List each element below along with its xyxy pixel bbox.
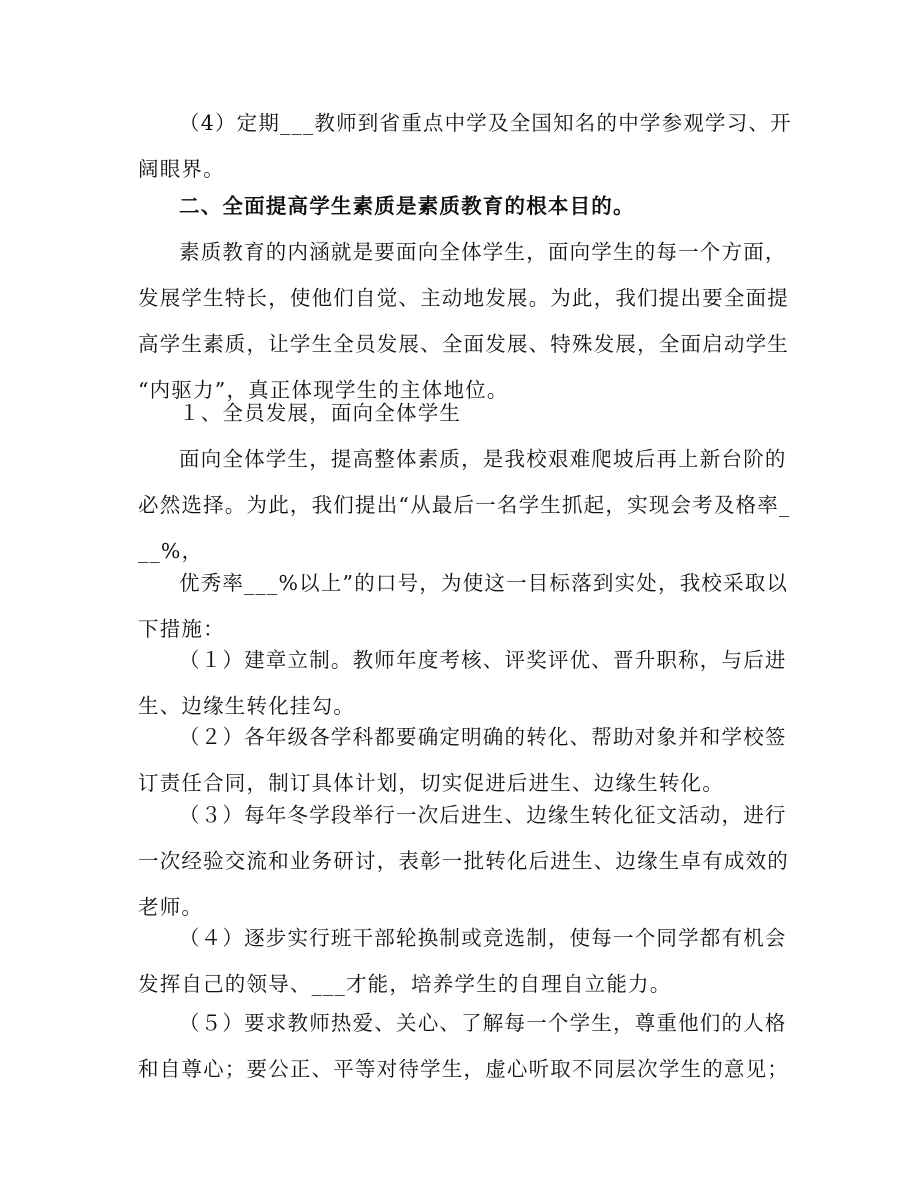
paragraph-item-4-visit	[138, 100, 792, 192]
text-line: “内驱力”，真正体现学生的主体地位。	[138, 378, 509, 402]
text-line: 下措施：	[138, 617, 225, 641]
measure-item-5	[138, 1000, 789, 1092]
section-heading-2	[138, 183, 778, 229]
text-line: （4）定期___教师到省重点中学及全国知名的中学参观学习、开	[179, 111, 792, 135]
text-line: 发挥自己的领导、___才能，培养学生的自理自立能力。	[138, 972, 672, 996]
paragraph-quality-education	[138, 229, 789, 413]
text-line: 生、边缘生转化挂勾。	[138, 694, 355, 718]
text-line: （３）每年冬学段举行一次后进生、边缘生转化征文活动，进行	[179, 803, 787, 827]
text-line: 老师。	[138, 895, 204, 919]
text-line: （４）逐步实行班干部轮换制或竞选制，使每一个同学都有机会	[179, 926, 787, 950]
text-line: 必然选择。为此，我们提出“从最后一名学生抓起，实现会考及格率_	[138, 493, 791, 517]
paragraph-whole-students	[138, 436, 791, 574]
text-line: 订责任合同，制订具体计划，切实促进后进生、边缘生转化。	[138, 771, 724, 795]
text-line: 面向全体学生，提高整体素质，是我校艰难爬坡后再上新台阶的	[179, 447, 787, 471]
text-line: 一次经验交流和业务研讨，表彰一批转化后进生、边缘生卓有成效的	[138, 849, 789, 873]
measure-item-4	[138, 915, 787, 1007]
measure-item-3	[138, 792, 789, 930]
text-line: （５）要求教师热爱、关心、了解每一个学生，尊重他们的人格	[179, 1011, 787, 1035]
text-line: 素质教育的内涵就是要面向全体学生，面向学生的每一个方面，	[179, 240, 787, 264]
subheading-text: １、全员发展，面向全体学生	[179, 401, 462, 425]
text-line: （１）建章立制。教师年度考核、评奖评优、晋升职称，与后进	[179, 648, 787, 672]
text-line: 优秀率___%以上”的口号，为使这一目标落到实处，我校采取以	[179, 571, 789, 595]
heading-text: 二、全面提高学生素质是素质教育的根本目的。	[179, 194, 635, 218]
text-line: 和自尊心；要公正、平等对待学生，虚心听取不同层次学生的意见；	[138, 1057, 789, 1081]
text-line: 发展学生特长，使他们自觉、主动地发展。为此，我们提出要全面提	[138, 286, 789, 310]
text-line: 高学生素质，让学生全员发展、全面发展、特殊发展，全面启动学生	[138, 332, 789, 356]
text-line: __%，	[138, 539, 204, 563]
subheading-1	[138, 390, 778, 436]
text-line: （２）各年级各学科都要确定明确的转化、帮助对象并和学校签	[179, 725, 787, 749]
text-line: 阔眼界。	[138, 157, 225, 181]
